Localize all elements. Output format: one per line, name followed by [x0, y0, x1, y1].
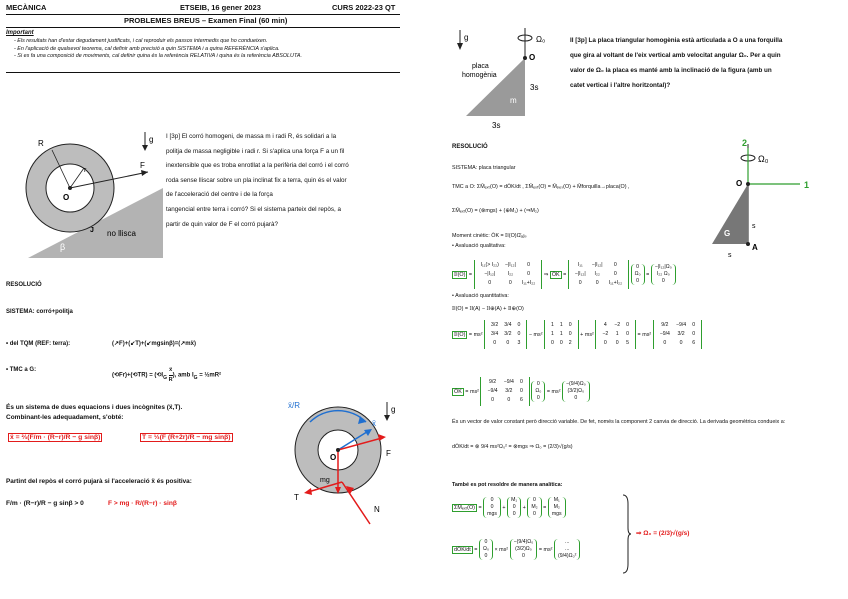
matrix-cell: 1: [551, 322, 554, 328]
matrix-cell: 5: [626, 340, 630, 346]
matrix-cell: −9/4: [487, 388, 498, 394]
matrix-row: [479, 280, 538, 287]
svg-text:G: G: [724, 229, 731, 238]
subject: MECÀNICA: [6, 3, 47, 12]
vector-cell: (3/2)Ω₀: [515, 546, 532, 552]
problem2-quantitative: • Avaluació quantitativa:: [452, 293, 509, 299]
matrix-cell: 0: [568, 322, 572, 328]
svg-text:g: g: [149, 135, 154, 144]
vector-s1: [483, 497, 501, 518]
vector-cell: 0: [512, 511, 516, 517]
matrix-q2: [568, 260, 629, 289]
problem2-ii-eq: 𝕀I(O) = 𝕀I(A) − 𝕀I⊕(A) + 𝕀I⊕(O): [452, 306, 524, 312]
matrix-cell: 0: [488, 280, 492, 286]
matrix-row: [549, 340, 574, 347]
vector-cell: 0: [522, 553, 525, 559]
matrix-cell: 6: [519, 397, 523, 403]
matrix-row: [479, 271, 538, 278]
vector-cell: 0: [536, 395, 540, 401]
problem2-final: ⇒ Ω₀ = (2/3)√(g/s): [636, 530, 690, 537]
system-brace: [622, 494, 632, 574]
label-O2: O: [330, 453, 337, 462]
title-divider: [6, 27, 400, 28]
label-no-llisca: no llisca: [107, 229, 136, 238]
matrix-row: [485, 388, 524, 395]
matrix-cell: 0: [507, 397, 511, 403]
vector-cell: I₂₂ Ω₀: [656, 271, 670, 277]
problem1-x-result: ẍ = ⅔(F/m · (R−r)/R − g sinβ): [10, 434, 101, 441]
vector-kr: [562, 381, 590, 402]
matrix-cell: 2: [568, 340, 572, 346]
header-divider: [6, 14, 400, 15]
label-J: J: [90, 227, 94, 234]
matrix-cell: 0: [615, 340, 619, 346]
svg-text:g: g: [391, 405, 396, 414]
vector-cell: −(9/4)Ω₀: [513, 539, 534, 545]
label-O: O: [63, 193, 70, 202]
matrix-row: [600, 322, 631, 329]
matrix-cell: 1: [615, 331, 619, 337]
matrix-row: [489, 340, 522, 347]
vector-cell: ...: [565, 546, 570, 552]
svg-text:A: A: [752, 243, 758, 252]
matrix-cell: 0: [679, 340, 683, 346]
vector-cell: M₁: [511, 497, 518, 503]
matrix-cell: 6: [692, 340, 696, 346]
matrix-row: [658, 340, 697, 347]
important-list: [14, 38, 394, 61]
plate-figure: [450, 28, 565, 133]
vector-cell: 0: [533, 497, 536, 503]
school-date: ETSEIB, 16 gener 2023: [180, 3, 261, 12]
label-r: r: [84, 167, 87, 174]
matrix-a4: [653, 320, 702, 349]
svg-text:m: m: [510, 96, 517, 105]
svg-text:Ω₀: Ω₀: [758, 154, 769, 164]
matrix-a2: [544, 320, 579, 349]
matrix-row: [485, 379, 524, 386]
svg-text:O: O: [736, 179, 743, 188]
vector-cell: 0: [512, 504, 516, 510]
matrix-cell: 3/4: [504, 322, 512, 328]
problem1-tmc-label: • TMC a G:: [6, 367, 37, 373]
problem2-qualitative: • Avaluació qualitativa:: [452, 243, 506, 249]
problem1-tqm-eq: (↗F)+(↙T)+(↙mgsinβ)=(↗mẍ): [112, 341, 196, 347]
label-x: ẍ: [372, 419, 376, 428]
plate-axes-figure: [708, 136, 818, 260]
vector-cell: 0: [490, 497, 494, 503]
svg-text:3s: 3s: [492, 121, 501, 130]
vector-cell: 0: [661, 278, 665, 284]
matrix-cell: 0: [493, 340, 497, 346]
matrix-cell: 3/2: [504, 331, 512, 337]
matrix-cell: 0: [578, 280, 582, 286]
vector-cell: 0: [536, 381, 540, 387]
qualitative-row: 𝕀I(O) = I₁₁(> I₂₂) −|I₁₂| 0 −|I₁₂| I₂₂ 0 0 0 I₁₁+I₂₂ ⇒ ŌK = I₁₁ −|I₁₂| 0 −|I₁₂| I₂₂ 0 0 0 I₁₁+I₂₂ 0 Ω₀ 0 = −|I₁₂|Ω₀ I₂₂ Ω₀ 0: [452, 260, 676, 289]
label-T: T: [294, 493, 299, 502]
matrix-cell: 3/2: [491, 322, 499, 328]
matrix-cell: −9/4: [675, 322, 687, 328]
vector-d3: [554, 539, 580, 560]
matrix-cell: 1: [551, 331, 554, 337]
problem1-eq-text2: Combinant-les adequadament, s'obté:: [6, 414, 124, 421]
matrix-cell: 0: [692, 322, 696, 328]
vector-cell: −|I₁₂|Ω₀: [654, 264, 672, 270]
vector-cell: 0: [574, 395, 578, 401]
problem2-statement: II [3p] La placa triangular homogènia està articulada a O a una forquilla que gira al voltant de l'eix vertical amb velocitat angular Ω₀. Per a quin valor de Ω₀ la placa es manté amb la inclinació de la figura (amb un catet vertical i l'altre horitzontal)?: [570, 37, 783, 89]
vector-cell: 0: [484, 553, 488, 559]
vector-d1: [479, 539, 493, 560]
matrix-row: [573, 280, 624, 287]
vector-kv: [531, 381, 545, 402]
matrix-cell: I₁₁(> I₂₂): [480, 262, 499, 268]
label-N: N: [374, 505, 380, 514]
matrix-row: [600, 331, 631, 338]
matrix-cell: 0: [527, 262, 531, 268]
matrix-cell: 0: [613, 262, 617, 268]
matrix-cell: I₂₂: [507, 271, 514, 277]
matrix-cell: −|I₁₂|: [484, 271, 496, 277]
matrix-cell: 0: [508, 280, 512, 286]
matrix-cell: −2: [602, 331, 609, 337]
label-R: R: [38, 139, 44, 148]
vector-cell: 0: [636, 278, 640, 284]
vector-s2: [507, 497, 521, 518]
problem2-vector-text: És un vector de valor constant però direcció variable. De fet, només la component 2 canvia de direcció. La derivada geomètrica condueix a:: [452, 419, 786, 425]
vector-cell: (9/4)Ω₀²: [557, 553, 577, 559]
vector-cell: mgs: [487, 511, 497, 517]
problem2-deriv-row: dŌK/dt = ⊗ 9/4 ms²Ω₀² = ⊗mgs ⇒ Ω₀ = (2/3)√(g/s): [452, 444, 573, 450]
matrix-row: [489, 331, 522, 338]
matrix-cell: 0: [626, 331, 630, 337]
matrix-cell: 1: [559, 322, 563, 328]
label-beta: β: [60, 242, 66, 252]
matrix-cell: 1: [559, 331, 563, 337]
problem2-resolucio: RESOLUCIÓ: [452, 144, 488, 150]
vector-d2: [510, 539, 538, 560]
svg-text:placa: placa: [472, 63, 489, 70]
matrix-cell: 3: [517, 340, 521, 346]
matrix-cell: 9/2: [488, 379, 497, 385]
matrix-a1: [484, 320, 527, 349]
matrix-row: [485, 397, 524, 404]
svg-text:g: g: [464, 33, 469, 42]
vector-cell: Ω₀: [535, 388, 542, 394]
vector-s3: [527, 497, 541, 518]
problem2-sum: ΣM̄ₑₓₜ(O) = (⊗mgs) + (⊕M₁) + (⇒M₂): [452, 208, 539, 214]
analytic-sum-row: ΣM̄ₑₓₜ(O) = 0 0 mgs + M₁ 0 0 + 0 M₂ 0 = M₁ M₂ mgs: [452, 497, 566, 518]
matrix-row: [658, 331, 697, 338]
matrix-row: [479, 262, 538, 269]
problem1-resolucio: RESOLUCIÓ: [6, 282, 42, 288]
matrix-cell: 0: [506, 340, 510, 346]
gravity-arrow-icon: [382, 402, 400, 424]
matrix-cell: 0: [559, 340, 563, 346]
matrix-cell: 0: [663, 340, 667, 346]
problem1-statement: I [3p] El corró homogeni, de massa m i radi R, és solidari a la politja de massa negligible i radi r. Si s'aplica una força F a un fil inextensible que es troba enrotllat a la perifèria del corró i el corró roda sense lliscar sobre un pla inclinat fix a terra, quin és el valor de l'acceleració del centre i de la força tangencial entre terra i corró? Si el sistema parteix del repòs, a partir de quin valor de F el corró pujarà?: [166, 133, 349, 228]
matrix-row: [658, 322, 697, 329]
vector-cell: (3/2)Ω₀: [567, 388, 585, 394]
problem1-cond-right: F > mg · R/(R−r) · sinβ: [108, 500, 177, 507]
vector-cell: 0: [636, 264, 640, 270]
matrix-row: [549, 322, 574, 329]
matrix-cell: 0: [692, 331, 696, 337]
svg-text:s: s: [752, 223, 756, 230]
matrix-cell: −2: [614, 322, 621, 328]
matrix-cell: 0: [551, 340, 554, 346]
matrix-cell: 0: [527, 271, 531, 277]
vector-cell: M₂: [553, 504, 560, 510]
matrix-cell: 0: [603, 340, 607, 346]
exam-title: PROBLEMES BREUS – Examen Final (60 min): [124, 16, 288, 25]
matrix-cell: −9/4: [503, 379, 514, 385]
matrix-cell: 0: [519, 388, 523, 394]
vector-cell: Ω₀: [482, 546, 489, 552]
matrix-cell: 0: [595, 280, 599, 286]
matrix-cell: I₁₁+I₂₂: [521, 280, 536, 286]
analytic-deriv-row: dŌK/dt = 0 Ω₀ 0 × ms² −(9/4)Ω₀ (3/2)Ω₀ 0 = ms² ... ... (9/4)Ω₀²: [452, 539, 580, 560]
matrix-k1: [480, 377, 529, 406]
problem2-moment: Moment cinètic: ŌK = 𝕀I(O)Ω̄ₐᵦₛ: [452, 233, 527, 239]
problem1-sistema: SISTEMA: corró+politja: [6, 309, 73, 315]
svg-text:homogènia: homogènia: [462, 72, 497, 79]
matrix-row: [600, 340, 631, 347]
svg-text:s: s: [728, 252, 732, 259]
label-F: F: [140, 161, 145, 170]
matrix-cell: 3/4: [491, 331, 499, 337]
label-omega: Ω₀: [536, 35, 546, 44]
problem2-sistema: SISTEMA: placa triangular: [452, 165, 516, 171]
kinetic-row: ŌK = ms² 9/2 −9/4 0 −9/4 3/2 0 0 0 6 0 Ω₀ 0 = ms² −(9/4)Ω₀ (3/2)Ω₀ 0: [452, 377, 590, 406]
label-mg: mg: [320, 477, 330, 484]
problem2-tmc: TMC a O: ΣM̄ₑₓₜ(O) = dŌK/dt , ΣM̄ₑₓₜ(O) = M̄ₚₑₛ(O) + M̄forquilla→placa(O) ,: [452, 184, 630, 190]
matrix-row: [573, 271, 624, 278]
matrix-cell: 3/2: [505, 388, 513, 394]
problem2-analytic: També es pot resoldre de manera analítica:: [452, 482, 563, 488]
matrix-cell: I₂₂: [594, 271, 600, 277]
important-item: - Si es fa una composició de moviments, cal definir quina és la referència RELATIVA i quina és la referència ABSOLUTA.: [14, 53, 302, 59]
matrix-cell: 9/2: [661, 322, 669, 328]
vector-cell: Ω₀: [634, 271, 641, 277]
label-xR: ẍ/R: [288, 401, 300, 410]
important-item: - Els resultats han d'estar degudament justificats, i cal reproduir els passos intermedis que ho condueixen.: [14, 38, 268, 44]
matrix-cell: 0: [517, 322, 521, 328]
label-F2: F: [386, 449, 391, 458]
matrix-cell: 0: [491, 397, 494, 403]
matrix-cell: −|I₁₂|: [504, 262, 516, 268]
problem1-cond-left: F/m · (R−r)/R − g sinβ > 0: [6, 500, 84, 507]
important-label: Important: [6, 30, 34, 36]
matrix-cell: 4: [603, 322, 607, 328]
matrix-cell: −|I₁₂|: [574, 271, 586, 277]
matrix-row: [573, 262, 624, 269]
svg-text:2: 2: [742, 138, 748, 148]
vector-cell: ...: [565, 539, 570, 545]
problem1-eq-text1: És un sistema de dues equacions i dues incògnites (ẍ,T).: [6, 404, 183, 411]
important-item: - En l'aplicació de qualsevol teorema, cal definir amb precisió a quin SISTEMA i a quina REFERÈNCIA s'aplica.: [14, 45, 280, 52]
problem1-T-result: T = ⅓(F (R+2r)/R − mg sinβ): [142, 434, 231, 441]
matrix-a3: [595, 320, 636, 349]
vector-qv: [631, 264, 645, 285]
svg-text:1: 1: [804, 180, 810, 190]
quantitative-row: 𝕀I(O) = ms² 3/2 3/4 0 3/4 3/2 0 0 0 3 − ms² 1 1 0 1 1 0 0 0 2 + ms² 4 −2 0 −2 1 0 0 0 5 = ms² 9/2 −9/4 0 −9/4 3/2 0 0 0 6: [452, 320, 702, 349]
matrix-row: [549, 331, 574, 338]
matrix-cell: I₁₁+I₂₂: [608, 280, 623, 286]
gravity-arrow-icon: [140, 132, 160, 154]
problem1-tqm-label: • del TQM (REF: terra):: [6, 341, 71, 347]
vector-cell: mgs: [551, 511, 562, 517]
vector-qr: [651, 264, 676, 285]
matrix-cell: 0: [517, 331, 521, 337]
vector-s4: [548, 497, 566, 518]
matrix-q1: [474, 260, 543, 289]
svg-text:3s: 3s: [530, 83, 539, 92]
vector-cell: 0: [490, 504, 494, 510]
matrix-cell: 0: [626, 322, 630, 328]
matrix-cell: 3/2: [677, 331, 685, 337]
problem1-tmc-eq: (⟲Fr)+(⟲TR) = ($⟲I_G$ $\frac{\text{ẍ}}{R}$ ), amb $I_G$ = ½mR²: [112, 367, 222, 383]
vector-cell: M₂: [531, 504, 538, 510]
matrix-cell: 0: [519, 379, 523, 385]
vector-cell: M₁: [553, 497, 560, 503]
matrix-row: [489, 322, 522, 329]
vector-cell: 0: [533, 511, 536, 517]
label-O3: O: [529, 53, 536, 62]
matrix-cell: I₁₁: [577, 262, 583, 268]
problem1-start-text: Partint del repòs el corró pujarà si l'acceleració ẍ és positiva:: [6, 478, 192, 485]
matrix-cell: 0: [568, 331, 572, 337]
matrix-cell: 0: [613, 271, 617, 277]
important-divider: [6, 72, 400, 73]
matrix-cell: −|I₁₂|: [591, 262, 603, 268]
matrix-cell: −9/4: [659, 331, 670, 337]
vector-cell: 0: [484, 539, 488, 545]
vector-cell: −(9/4)Ω₀: [566, 381, 586, 387]
course: CURS 2022-23 QT: [332, 3, 396, 12]
